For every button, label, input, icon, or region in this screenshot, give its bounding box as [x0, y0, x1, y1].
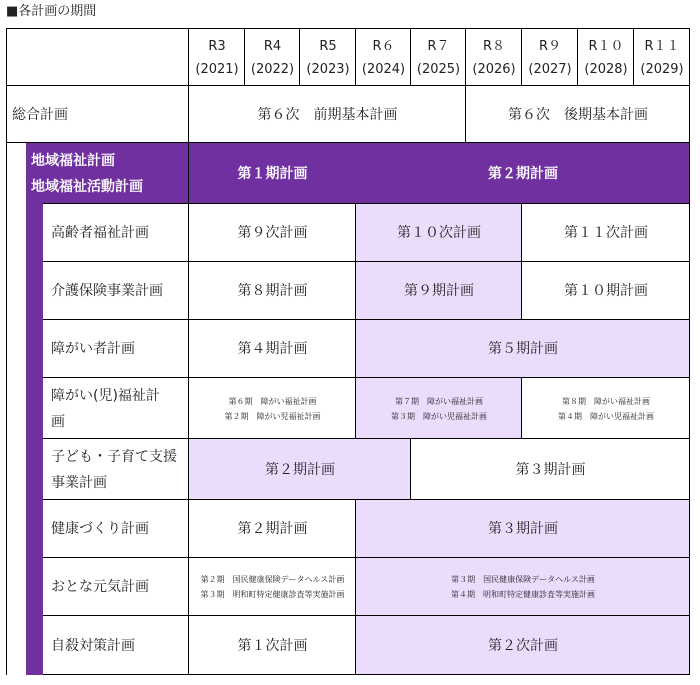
- vline-header-r10: [577, 28, 578, 86]
- year-header-r3: R3 (2021): [195, 38, 239, 77]
- sougou-period-1: 第６次 前期基本計画: [257, 106, 398, 123]
- vline-r6-body-2: [355, 500, 356, 675]
- row-label-koureisha: 高齢者福祉計画: [51, 225, 149, 241]
- chiiki-period-1: 第１期計画: [189, 143, 356, 204]
- vline-header-r7: [410, 28, 411, 86]
- year-header-r11: R１１ (2029): [640, 38, 684, 77]
- kenkou-period-1: 第２期計画: [237, 521, 308, 537]
- vline-r7-kodomo: [410, 439, 411, 500]
- sougou-period-2: 第６次 後期基本計画: [508, 106, 648, 123]
- otona-period-2: 第３期 国民健康保険データヘルス計画 第４期 明和町特定健康診査等実施計画: [356, 558, 690, 616]
- vline-r9-koureisha: [521, 204, 522, 320]
- kaigo-period-1: 第８期計画: [237, 283, 308, 299]
- row-label-kaigo: 介護保険事業計画: [51, 283, 163, 299]
- vline-header-r4: [244, 28, 245, 86]
- group-side-bar: [26, 143, 43, 675]
- hline-kodomo: [43, 499, 690, 500]
- border-top: [6, 28, 690, 29]
- koureisha-period-3: 第１１次計画: [564, 225, 648, 241]
- vline-label: [188, 28, 189, 675]
- jisatsu-period-1: 第１次計画: [237, 637, 308, 654]
- jisatsu-period-2: 第２次計画: [356, 616, 690, 675]
- border-right: [689, 28, 690, 675]
- shougai-period-1: 第４期計画: [237, 341, 308, 357]
- vline-header-r11: [633, 28, 634, 86]
- hline-shougai: [43, 377, 690, 378]
- row-label-otona: おとな元気計画: [51, 579, 149, 595]
- kodomo-period-1: 第２期計画: [189, 439, 411, 500]
- chiiki-period-2: 第２期計画: [356, 143, 690, 204]
- row-label-kodomo: 子ども・子育て支援 事業計画: [51, 448, 177, 491]
- vline-r6-body: [355, 204, 356, 439]
- kenkou-period-2: 第３期計画: [356, 500, 690, 558]
- otona-period-1: 第２期 国民健康保険データヘルス計画 第３期 明和町特定健康診査等実施計画: [200, 575, 345, 599]
- hline-kaigo: [43, 319, 690, 320]
- vline-header-r5: [299, 28, 300, 86]
- year-header-r6: R６ (2024): [361, 38, 406, 77]
- row-label-shougaiji: 障がい(児)福祉計 画: [51, 387, 160, 430]
- vline-header-r8: [465, 28, 466, 143]
- year-header-r7: R７ (2025): [416, 38, 461, 77]
- shougaiji-period-3: 第８期 障がい福祉計画 第４期 障がい児福祉計画: [558, 396, 654, 421]
- vline-r9-shougaiji: [521, 378, 522, 439]
- shougai-period-2: 第５期計画: [356, 320, 690, 378]
- year-header-r9: R９ (2027): [528, 38, 572, 77]
- year-header-r8: R８ (2026): [472, 38, 516, 77]
- shougaiji-period-1: 第６期 障がい福祉計画 第２期 障がい児福祉計画: [224, 396, 321, 421]
- border-left: [6, 28, 7, 675]
- kaigo-period-2: 第９期計画: [356, 262, 522, 320]
- shougaiji-period-2: 第７期 障がい福祉計画 第３期 障がい児福祉計画: [356, 378, 522, 439]
- row-label-chiiki: 地域福祉計画 地域福祉活動計画: [26, 143, 189, 204]
- hline-kenkou: [43, 557, 690, 558]
- hline-otona: [43, 615, 690, 616]
- vline-header-r6: [355, 28, 356, 86]
- row-label-jisatsu: 自殺対策計画: [51, 637, 135, 654]
- hline-header: [6, 85, 690, 86]
- hline-chiiki: [43, 203, 690, 204]
- hline-sougou: [6, 142, 690, 143]
- row-label-kenkou: 健康づくり計画: [51, 521, 149, 537]
- kodomo-period-2: 第３期計画: [515, 461, 586, 478]
- kaigo-period-3: 第１０期計画: [564, 283, 648, 299]
- year-header-r5: R5 (2023): [306, 38, 350, 77]
- koureisha-period-1: 第９次計画: [237, 225, 308, 241]
- row-label-shougai: 障がい者計画: [51, 341, 135, 357]
- vline-header-r9: [521, 28, 522, 86]
- year-header-r4: R4 (2022): [250, 38, 295, 77]
- year-header-r10: R１０ (2028): [584, 38, 628, 77]
- hline-koureisha: [43, 261, 690, 262]
- border-bottom: [43, 674, 690, 675]
- hline-shougaiji: [43, 438, 690, 439]
- page-title: ■各計画の期間: [6, 4, 97, 19]
- row-label-sougou: 総合計画: [12, 106, 68, 123]
- koureisha-period-2: 第１０次計画: [356, 204, 522, 262]
